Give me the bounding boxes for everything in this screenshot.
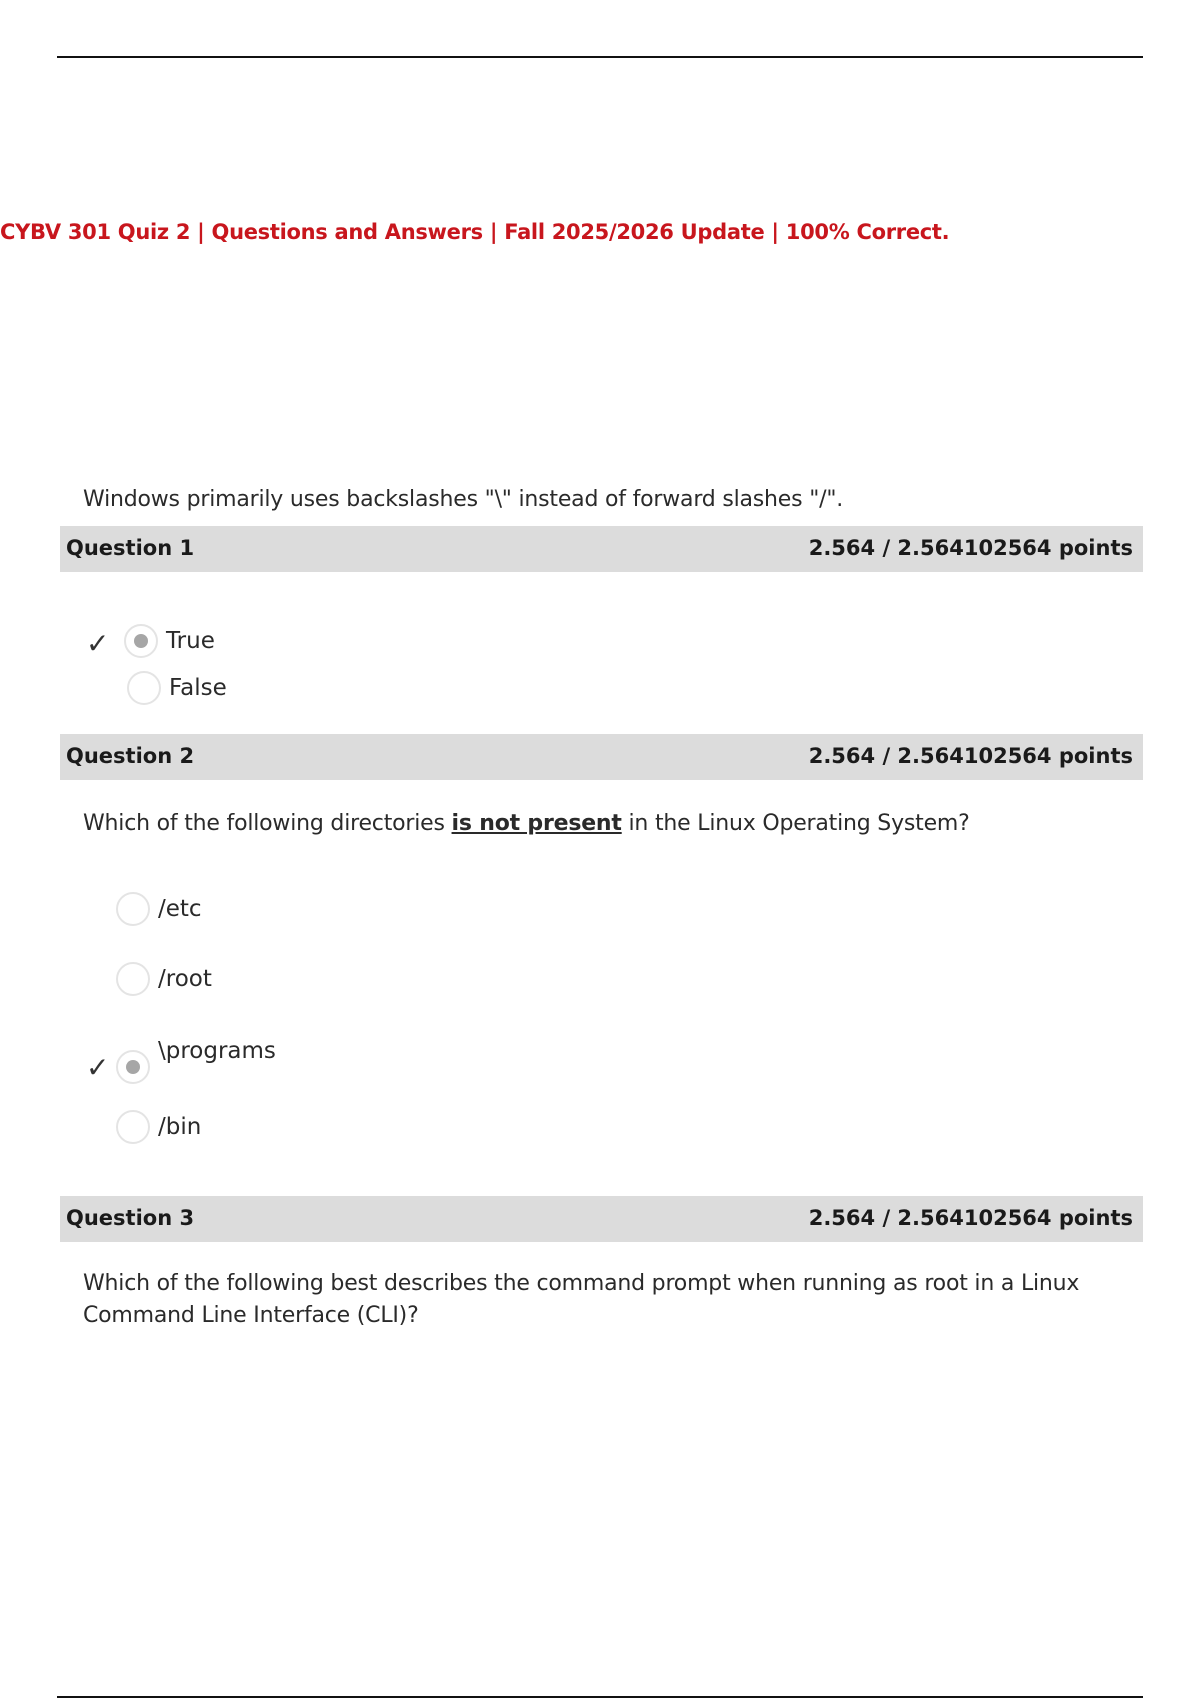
question-2-header <box>60 734 1143 780</box>
prompt-text: Which of the following directories <box>83 811 452 836</box>
footer-rule <box>57 1696 1143 1698</box>
checkmark-icon: ✓ <box>86 627 110 660</box>
radio-button[interactable] <box>116 892 150 926</box>
radio-button[interactable] <box>116 962 150 996</box>
radio-button[interactable] <box>116 1110 150 1144</box>
radio-button-selected[interactable] <box>116 1050 150 1084</box>
option-label: \programs <box>158 1038 276 1064</box>
question-3-points: 2.564 / 2.564102564 points <box>808 1206 1133 1230</box>
question-1-header <box>60 526 1143 572</box>
question-3-header <box>60 1196 1143 1242</box>
prompt-line: Command Line Interface (CLI)? <box>83 1303 419 1328</box>
question-1-points: 2.564 / 2.564102564 points <box>808 536 1133 560</box>
option-label: /bin <box>158 1114 202 1140</box>
q2-option-bin[interactable] <box>116 1108 201 1146</box>
option-label: /root <box>158 966 212 992</box>
prompt-text: in the Linux Operating System? <box>621 811 970 836</box>
q1-option-false[interactable] <box>127 669 227 707</box>
header-rule <box>57 56 1143 58</box>
question-3-label: Question 3 <box>66 1206 195 1230</box>
question-3-prompt <box>83 1268 1079 1332</box>
radio-dot <box>126 1060 140 1074</box>
document-title: CYBV 301 Quiz 2 | Questions and Answers | Fall 2025/2026 Update | 100% Correct. <box>0 220 950 244</box>
option-label: True <box>166 628 215 654</box>
checkmark-icon: ✓ <box>86 1051 110 1084</box>
question-1-label: Question 1 <box>66 536 195 560</box>
prompt-emphasis: is not present <box>451 811 622 836</box>
radio-dot <box>134 634 148 648</box>
q1-option-true[interactable] <box>124 622 215 660</box>
option-label: False <box>169 675 227 701</box>
radio-button[interactable] <box>127 671 161 705</box>
q2-option-etc[interactable] <box>116 890 202 928</box>
radio-button-selected[interactable] <box>124 624 158 658</box>
question-1-prompt: Windows primarily uses backslashes "\" instead of forward slashes "/". <box>83 487 844 512</box>
question-2-prompt <box>83 808 970 840</box>
question-2-label: Question 2 <box>66 744 195 768</box>
question-2-points: 2.564 / 2.564102564 points <box>808 744 1133 768</box>
q2-option-programs[interactable] <box>116 1038 276 1086</box>
prompt-line: Which of the following best describes the command prompt when running as root in a Linux <box>83 1271 1080 1296</box>
option-label: /etc <box>158 896 202 922</box>
q2-option-root[interactable] <box>116 960 212 998</box>
